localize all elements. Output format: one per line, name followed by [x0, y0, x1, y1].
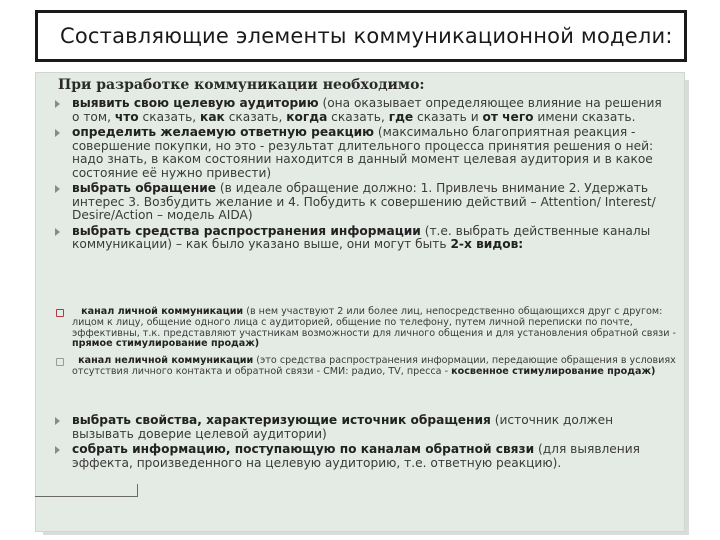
title-frame: [35, 10, 687, 62]
panel-shadow: [43, 532, 689, 535]
arrow-bullet-icon: [55, 417, 60, 425]
arrow-bullet-icon: [55, 446, 60, 454]
list-item: определить желаемую ответную реакцию (максимально благоприятная реакция - совершение покупки, но это - результат длительного процесса принятия решения о ней: надо знать, в каком состоянии находится в данный момент целевая аудитория и в какое состояние её нужно привести): [72, 126, 672, 180]
panel-shadow: [685, 80, 689, 534]
list-item: выбрать свойства, характеризующие источник обращения (источник должен вызывать доверие целевой аудитории): [72, 414, 672, 441]
checkbox-square-icon: [56, 358, 64, 366]
arrow-bullet-icon: [55, 185, 60, 193]
list-item: выявить свою целевую аудиторию (она оказывает определяющее влияние на решения о том, что сказать, как сказать, когда сказать, где сказать и от чего имени сказать.: [72, 97, 672, 124]
arrow-bullet-icon: [55, 228, 60, 236]
arrow-bullet-icon: [55, 100, 60, 108]
arrow-bullet-icon: [55, 129, 60, 137]
list-item: собрать информацию, поступающую по каналам обратной связи (для выявления эффекта, произведенного на целевую аудиторию, т.е. ответную реакцию).: [72, 443, 672, 470]
corner-line: [137, 484, 138, 497]
checkbox-square-icon: [56, 309, 64, 317]
list-item: выбрать обращение (в идеале обращение должно: 1. Привлечь внимание 2. Удержать интерес 3. Возбудить желание и 4. Побудить к совершению действий – Attention/ Interest/ Desire/Action – модель AIDA): [72, 182, 672, 223]
sub-item-personal: канал личной коммуникации (в нем участвуют 2 или более лиц, непосредственно общающихся друг с другом: лицом к лицу, общение одного лица с аудиторией, общение по телефону, путем личной переписки по почте, эффективны, т.к. представляют участникам возможности для личного общения и для установления обратной связи - прямое стимулирование продаж): [72, 307, 684, 350]
requirements-list: [72, 97, 672, 252]
requirements-list-continued: [72, 414, 672, 470]
list-item: выбрать средства распространения информации (т.е. выбрать действенные каналы коммуникации) – как было указано выше, они могут быть 2-х видов:: [72, 225, 672, 252]
corner-line: [35, 496, 138, 497]
slide-title: Составляющие элементы коммуникационной модели:: [60, 24, 673, 48]
sub-item-impersonal: канал неличной коммуникации (это средства распространения информации, передающие обращения в условиях отсутствия личного контакта и обратной связи - СМИ: радио, TV, пресса - косвенное стимулирование продаж): [72, 356, 684, 378]
section-heading: При разработке коммуникации необходимо:: [58, 77, 425, 93]
